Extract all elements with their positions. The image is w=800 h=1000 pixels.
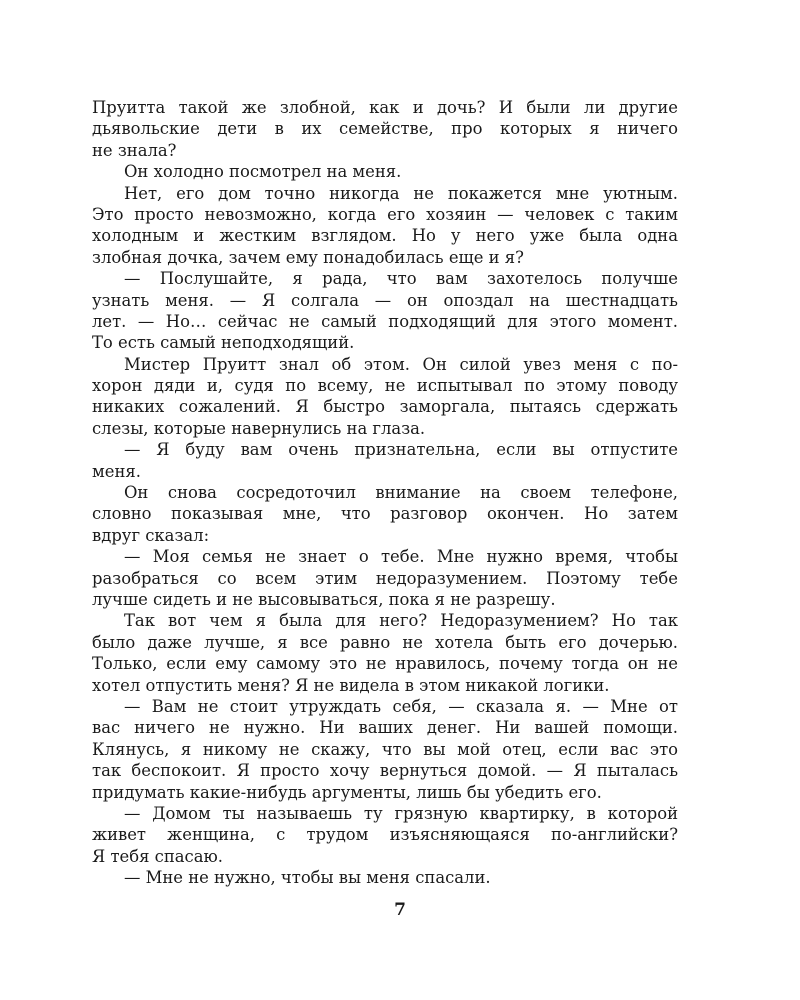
text-line: — Домом ты называешь ту грязную квартирку, в которой bbox=[124, 803, 678, 823]
text-line: Так вот чем я была для него? Недоразумением? Но так bbox=[124, 611, 678, 631]
text-line: — Моя семья не знает о тебе. Мне нужно время, чтобы bbox=[124, 547, 678, 567]
text-line: узнать меня. — Я солгала — он опоздал на шестнадцать bbox=[92, 290, 678, 310]
text-line: так беспокоит. Я просто хочу вернуться домой. — Я пыталась bbox=[92, 761, 678, 781]
text-line: Я тебя спасаю. bbox=[92, 846, 223, 866]
text-line: Мистер Пруитт знал об этом. Он силой увез меня с по- bbox=[124, 354, 678, 374]
page-number: 7 bbox=[394, 900, 406, 920]
text-line: злобная дочка, зачем ему понадобилась еще и я? bbox=[92, 247, 524, 267]
text-line: живет женщина, с трудом изъясняющаяся по-английски? bbox=[92, 825, 678, 845]
text-line: дьявольские дети в их семействе, про которых я ничего bbox=[92, 119, 678, 139]
text-line: вдруг сказал: bbox=[92, 525, 210, 545]
text-line: Клянусь, я никому не скажу, что вы мой отец, если вас это bbox=[92, 739, 678, 759]
text-line: лучше сидеть и не высовываться, пока я не разрешу. bbox=[92, 589, 556, 609]
text-line: хорон дяди и, судя по всему, не испытывал по этому поводу bbox=[92, 376, 678, 396]
text-line: вас ничего не нужно. Ни ваших денег. Ни вашей помощи. bbox=[92, 718, 678, 738]
text-line: словно показывая мне, что разговор окончен. Но затем bbox=[92, 504, 678, 524]
text-line: не знала? bbox=[92, 140, 177, 160]
text-line: разобраться со всем этим недоразумением. Поэтому тебе bbox=[92, 568, 678, 588]
body-text bbox=[92, 97, 678, 888]
text-line: Нет, его дом точно никогда не покажется мне уютным. bbox=[124, 183, 678, 203]
text-line: Он холодно посмотрел на меня. bbox=[124, 162, 402, 182]
text-line: Он снова сосредоточил внимание на своем телефоне, bbox=[124, 483, 678, 503]
text-line: — Мне не нужно, чтобы вы меня спасали. bbox=[124, 868, 491, 888]
text-line: Только, если ему самому это не нравилось, почему тогда он не bbox=[92, 654, 678, 674]
text-line: — Вам не стоит утруждать себя, — сказала я. — Мне от bbox=[124, 696, 678, 716]
text-line: придумать какие-нибудь аргументы, лишь бы убедить его. bbox=[92, 782, 602, 802]
text-line: было даже лучше, я все равно не хотела быть его дочерью. bbox=[92, 632, 678, 652]
text-line: — Я буду вам очень признательна, если вы отпустите bbox=[124, 440, 678, 460]
text-line: слезы, которые навернулись на глаза. bbox=[92, 418, 426, 438]
text-line: — Послушайте, я рада, что вам захотелось получше bbox=[124, 269, 678, 289]
text-line: меня. bbox=[92, 461, 141, 481]
text-line: лет. — Но… сейчас не самый подходящий для этого момент. bbox=[92, 311, 678, 331]
text-line: То есть самый неподходящий. bbox=[92, 333, 355, 353]
text-line: Это просто невозможно, когда его хозяин — человек с таким bbox=[92, 204, 678, 224]
text-line: хотел отпустить меня? Я не видела в этом никакой логики. bbox=[92, 675, 610, 695]
text-line: холодным и жестким взглядом. Но у него уже была одна bbox=[92, 226, 678, 246]
text-line: Пруитта такой же злобной, как и дочь? И были ли другие bbox=[92, 98, 678, 117]
text-line: никаких сожалений. Я быстро заморгала, пытаясь сдержать bbox=[92, 397, 678, 417]
